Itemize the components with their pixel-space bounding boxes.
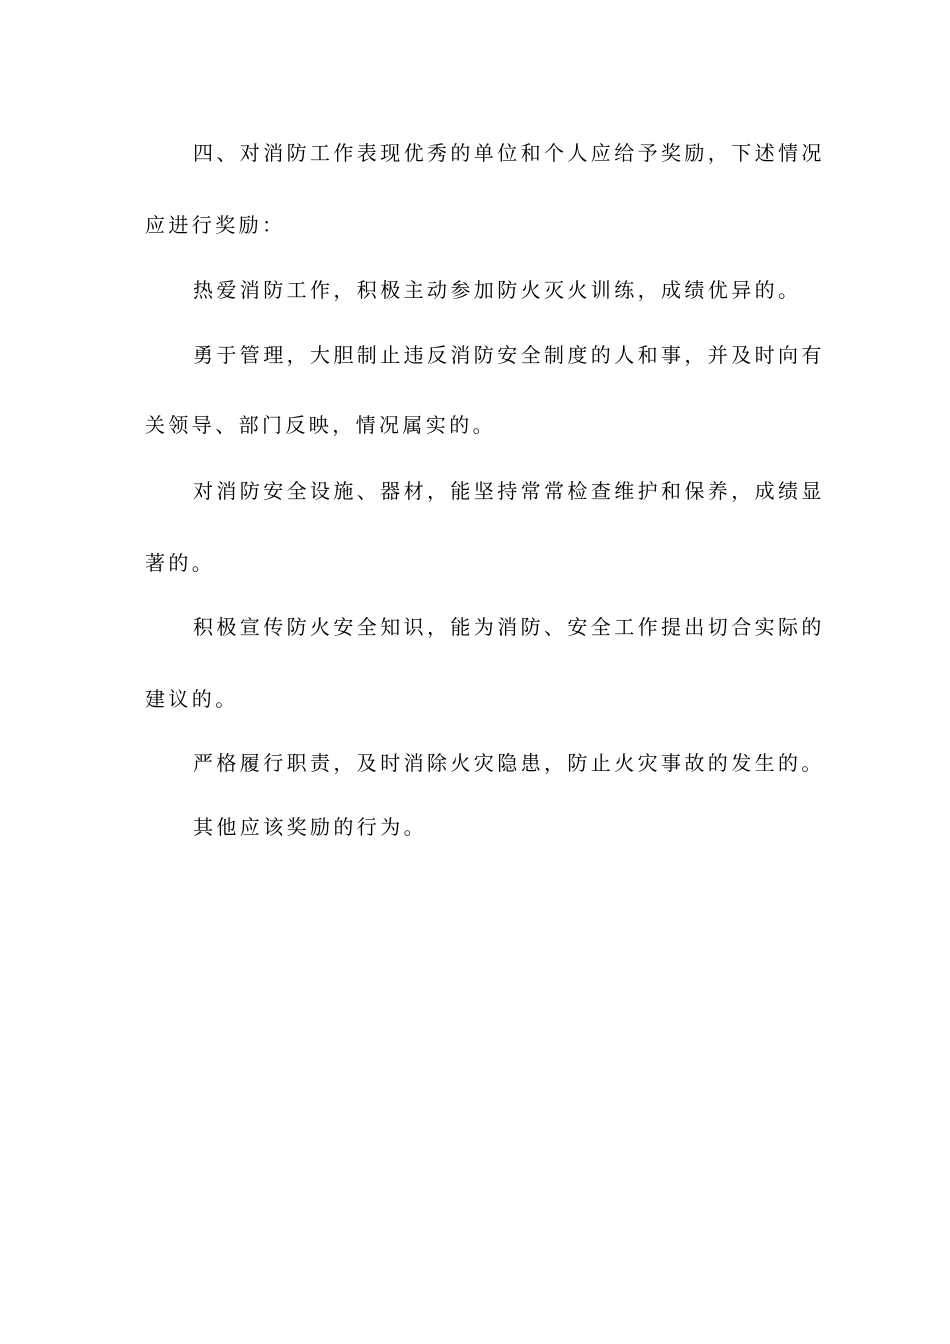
reward-item-2-line-1: 勇于管理，大胆制止违反消防安全制度的人和事，并及时向有: [193, 343, 825, 367]
reward-item-3-line-2: 著的。: [145, 551, 216, 575]
reward-item-2-line-2: 关领导、部门反映，情况属实的。: [145, 413, 496, 437]
paragraph-4-line-2: 应进行奖励：: [145, 213, 286, 237]
reward-item-5: 严格履行职责，及时消除火灾隐患，防止火灾事故的发生的。: [193, 751, 825, 775]
reward-item-3-line-1: 对消防安全设施、器材，能坚持常常检查维护和保养，成绩显: [193, 479, 825, 503]
reward-item-4-line-1: 积极宣传防火安全知识，能为消防、安全工作提出切合实际的: [193, 615, 825, 639]
reward-item-6: 其他应该奖励的行为。: [193, 815, 427, 839]
reward-item-4-line-2: 建议的。: [145, 687, 239, 711]
paragraph-4-line-1: 四、对消防工作表现优秀的单位和个人应给予奖励，下述情况: [193, 141, 825, 165]
reward-item-1: 热爱消防工作，积极主动参加防火灭火训练，成绩优异的。: [193, 278, 802, 302]
